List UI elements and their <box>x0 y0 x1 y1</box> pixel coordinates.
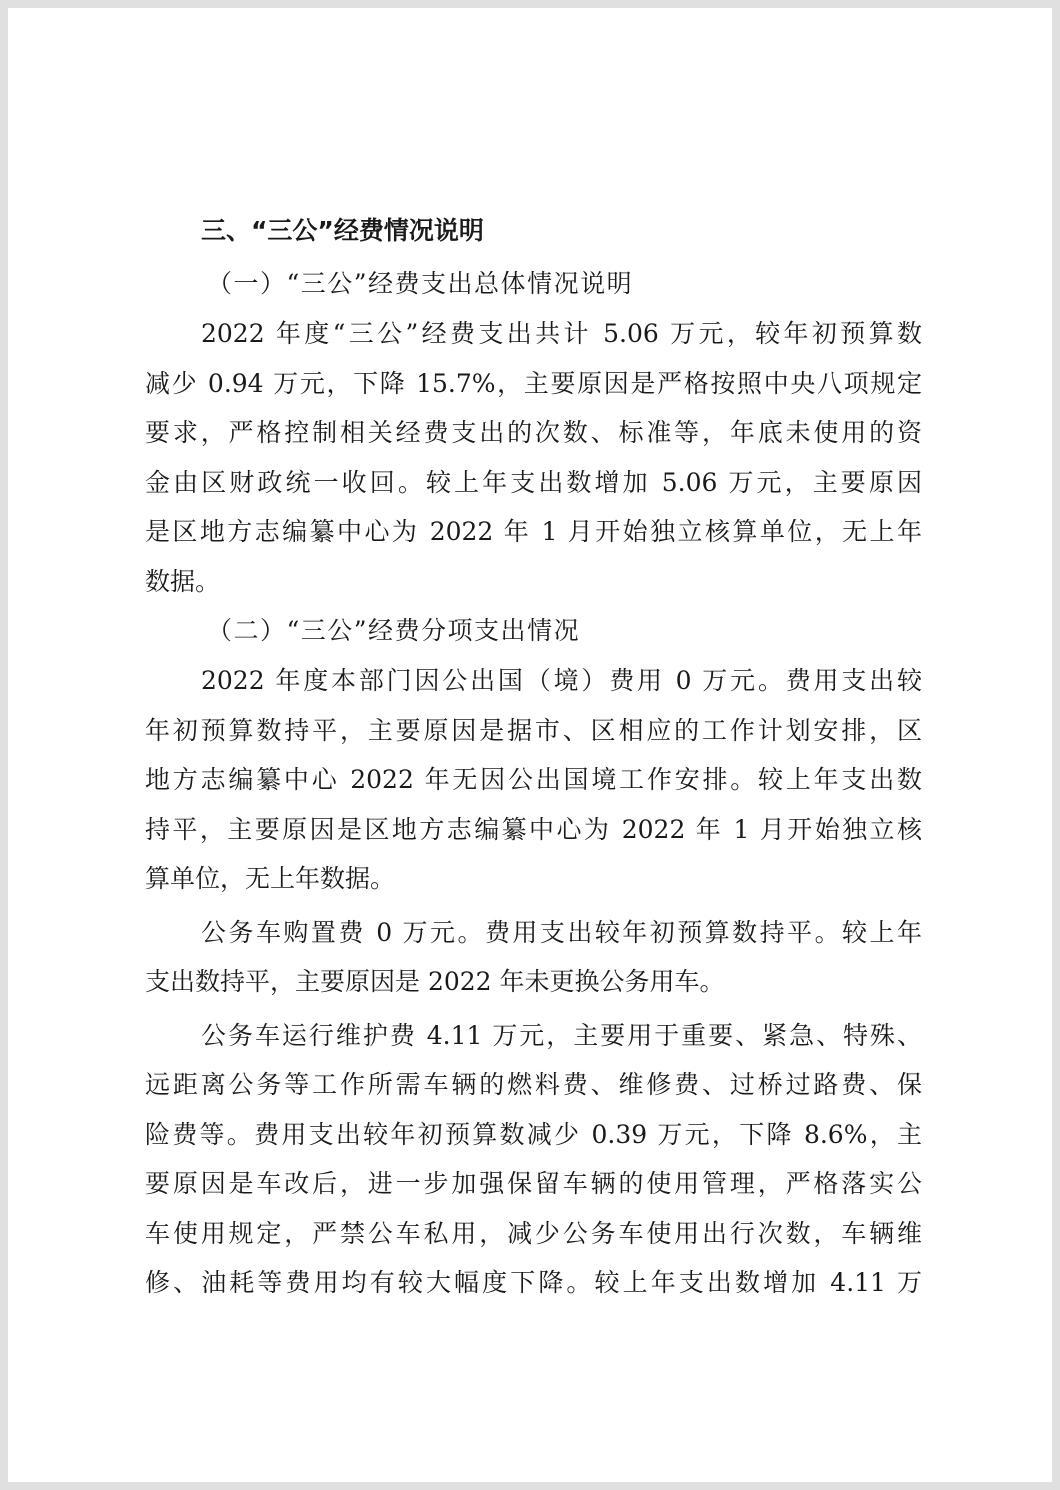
paragraph-overseas <box>145 656 922 904</box>
paragraph-line: 减少 0.94 万元，下降 15.7%，主要原因是严格按照中央八项规定 <box>145 368 922 398</box>
paragraph-line: 车使用规定，严禁公车私用，减少公务车使用出行次数，车辆维 <box>145 1218 922 1248</box>
paragraph-line: 年初预算数持平，主要原因是据市、区相应的工作计划安排，区 <box>145 715 922 745</box>
paragraph-line: 2022 年度本部门因公出国（境）费用 0 万元。费用支出较 <box>201 666 922 695</box>
document-body <box>145 203 922 1308</box>
paragraph-line: 修、油耗等费用均有较大幅度下降。较上年支出数增加 4.11 万 <box>145 1268 922 1297</box>
paragraph-vehicle-maintenance <box>145 1011 922 1308</box>
paragraph-line: 公务车购置费 0 万元。费用支出较年初预算数持平。较上年 <box>201 917 922 947</box>
paragraph-vehicle-purchase <box>145 908 922 1007</box>
document-page <box>8 8 1052 1482</box>
paragraph-line: 2022 年度“三公”经费支出共计 5.06 万元，较年初预算数 <box>201 319 922 348</box>
paragraph-line: 是区地方志编纂中心为 2022 年 1 月开始独立核算单位，无上年 <box>145 517 922 546</box>
paragraph-line: 远距离公务等工作所需车辆的燃料费、维修费、过桥过路费、保 <box>145 1070 922 1099</box>
paragraph-line: 要求，严格控制相关经费支出的次数、标准等，年底未使用的资 <box>145 418 922 447</box>
paragraph-line: 支出数持平，主要原因是 2022 年未更换公务用车。 <box>145 967 725 996</box>
subsection-heading-2: （二）“三公”经费分项支出情况 <box>207 616 581 645</box>
subsection-heading-1: （一）“三公”经费支出总体情况说明 <box>207 269 634 298</box>
paragraph-line: 公务车运行维护费 4.11 万元，主要用于重要、紧急、特殊、 <box>201 1020 922 1050</box>
paragraph-line: 要原因是车改后，进一步加强保留车辆的使用管理，严格落实公 <box>145 1169 922 1198</box>
paragraph-line: 地方志编纂中心 2022 年无因公出国境工作安排。较上年支出数 <box>145 765 922 794</box>
paragraph-line: 金由区财政统一收回。较上年支出数增加 5.06 万元，主要原因 <box>145 467 922 497</box>
paragraph-line: 险费等。费用支出较年初预算数减少 0.39 万元，下降 8.6%，主 <box>145 1119 922 1149</box>
paragraph-line: 持平，主要原因是区地方志编纂中心为 2022 年 1 月开始独立核 <box>145 814 922 844</box>
section-heading: 三、“三公”经费情况说明 <box>201 216 484 245</box>
paragraph-line: 算单位，无上年数据。 <box>145 864 396 893</box>
paragraph-overall <box>145 309 922 606</box>
paragraph-line: 数据。 <box>145 566 221 596</box>
